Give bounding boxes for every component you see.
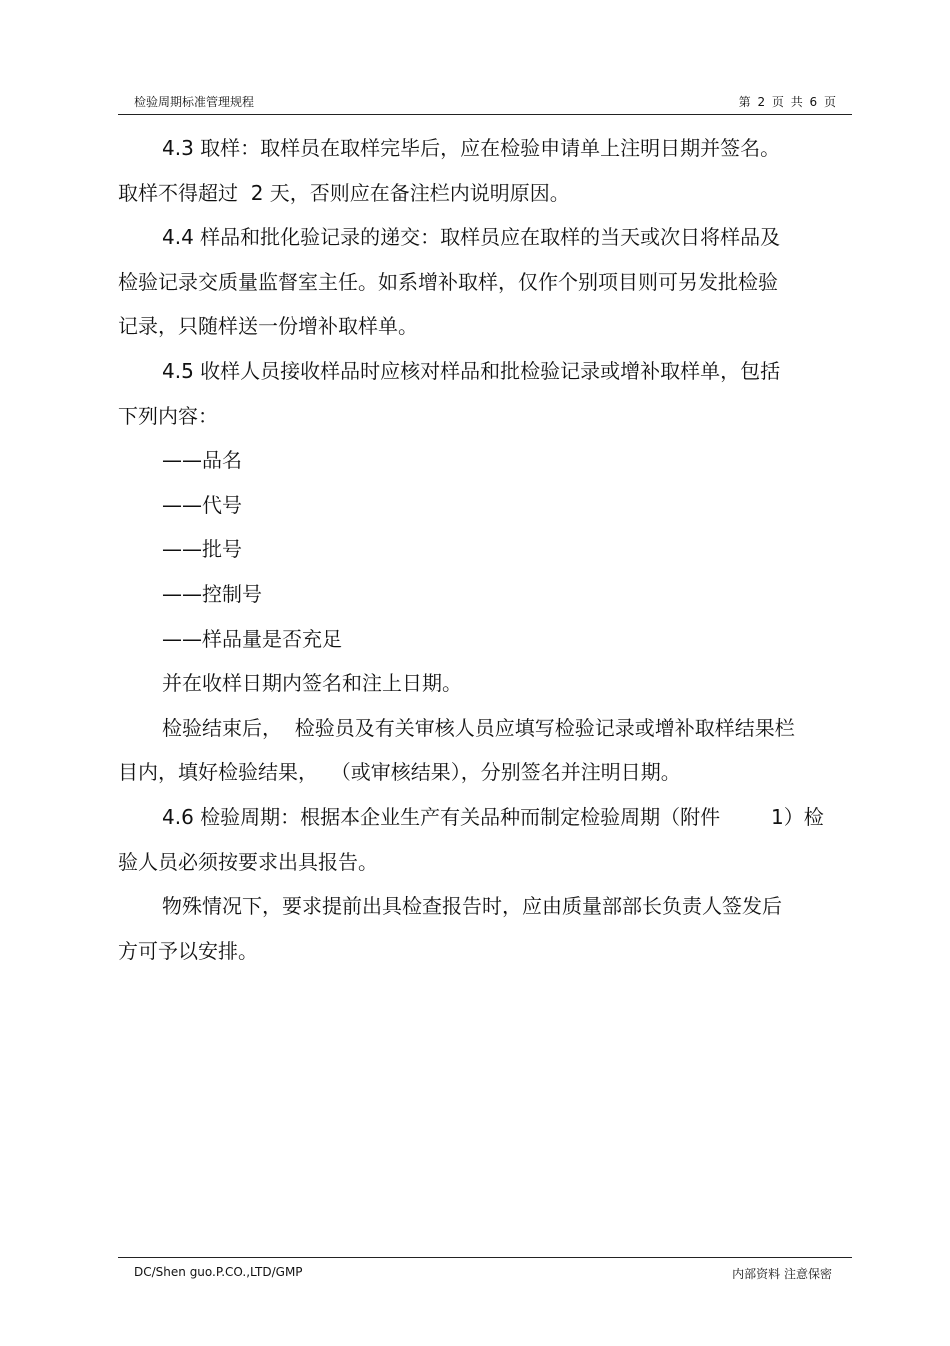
document-title: 检验周期标准管理规程 bbox=[134, 95, 255, 109]
list-item: ——批号 bbox=[162, 537, 242, 562]
page-number: 第 2 页 共 6 页 bbox=[738, 95, 836, 109]
paragraph-line: 检验记录交质量监督室主任。如系增补取样，仅作个别项目则可另发批检验 bbox=[118, 269, 778, 294]
list-item: ——代号 bbox=[162, 492, 242, 517]
company-code: DC/Shen guo.P.CO.,LTD/GMP bbox=[134, 1265, 303, 1279]
paragraph-line: 记录，只随样送一份增补取样单。 bbox=[118, 314, 418, 339]
paragraph-line: 下列内容： bbox=[118, 403, 218, 428]
paragraph-line: 检验结束后， 检验员及有关审核人员应填写检验记录或增补取样结果栏 bbox=[162, 715, 795, 740]
list-item: ——品名 bbox=[162, 448, 242, 473]
paragraph-line: 物殊情况下，要求提前出具检查报告时，应由质量部部长负责人签发后 bbox=[162, 894, 782, 919]
paragraph-line: 验人员必须按要求出具报告。 bbox=[118, 849, 378, 874]
paragraph-line: 4.3 取样：取样员在取样完毕后，应在检验申请单上注明日期并签名。 bbox=[162, 136, 781, 160]
paragraph-line: 4.4 样品和批化验记录的递交：取样员应在取样的当天或次日将样品及 bbox=[162, 225, 781, 250]
list-item: ——样品量是否充足 bbox=[162, 626, 342, 651]
paragraph-line: 方可予以安排。 bbox=[118, 938, 258, 963]
list-item: ——控制号 bbox=[162, 581, 262, 606]
paragraph-line: 4.6 检验周期：根据本企业生产有关品种而制定检验周期（附件 1）检 bbox=[162, 804, 824, 829]
document-body bbox=[118, 126, 852, 973]
confidentiality-notice: 内部资料 注意保密 bbox=[732, 1267, 832, 1281]
page-footer bbox=[118, 1257, 852, 1288]
paragraph-line: 取样不得超过 2 天，否则应在备注栏内说明原因。 bbox=[118, 180, 570, 205]
paragraph-line: 4.5 收样人员接收样品时应核对样品和批检验记录或增补取样单，包括 bbox=[162, 358, 781, 383]
paragraph-line: 目内，填好检验结果， （或审核结果），分别签名并注明日期。 bbox=[118, 760, 681, 785]
paragraph-line: 并在收样日期内签名和注上日期。 bbox=[162, 671, 462, 696]
page-header bbox=[118, 90, 852, 115]
